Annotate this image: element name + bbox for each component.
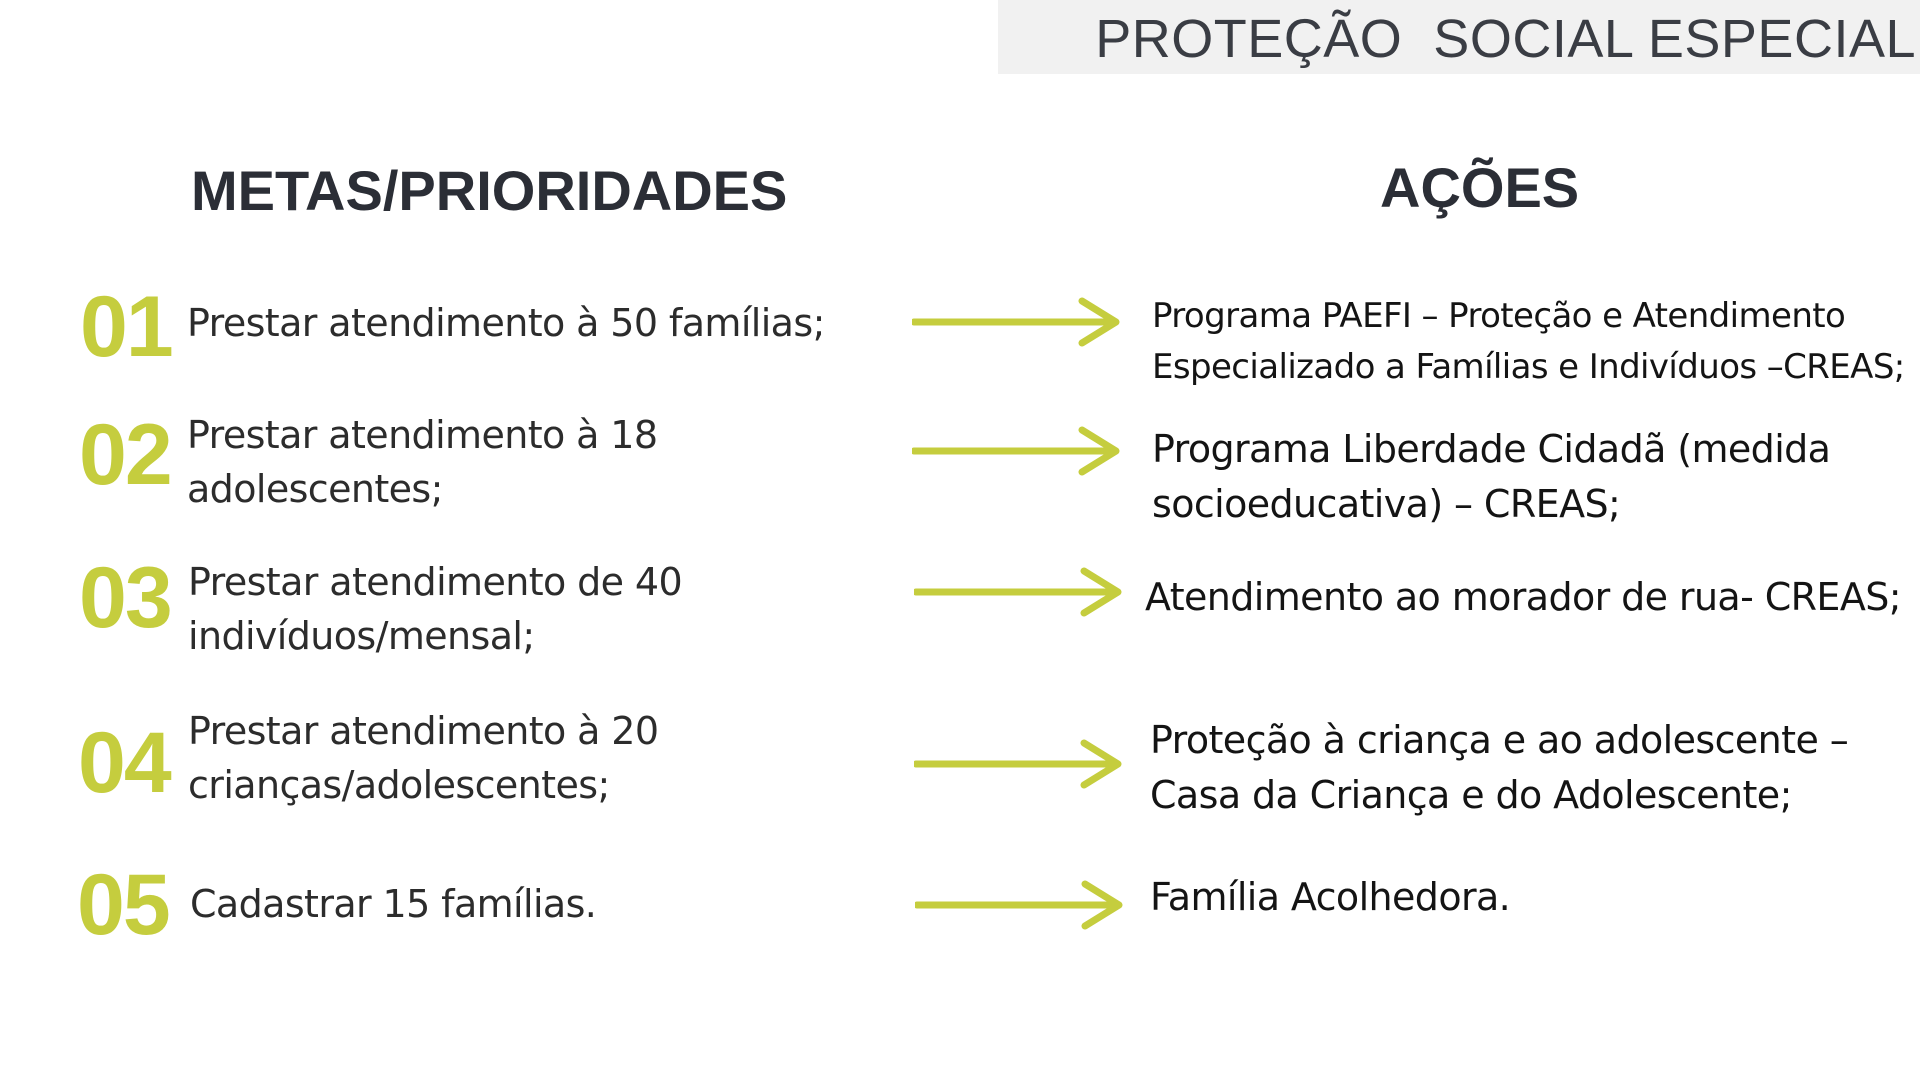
row-number: 02 [79,407,171,503]
action-text [1152,422,1830,532]
goal-line: Cadastrar 15 famílias. [190,882,597,926]
action-line: Programa PAEFI – Proteção e Atendimento [1152,296,1846,336]
goals-column-heading: METAS/PRIORIDADES [191,159,788,222]
goal-line: crianças/adolescentes; [188,762,610,807]
arrow-right-icon [915,880,1125,930]
goal-line: Prestar atendimento de 40 [188,560,683,604]
action-text [1145,570,1901,625]
action-line: Proteção à criança e ao adolescente – [1150,718,1849,762]
goal-text [188,556,682,664]
goal-text [187,409,657,517]
arrow-right-icon [914,739,1124,789]
arrow-right-icon [912,426,1122,476]
action-text [1150,870,1510,925]
goal-line: Prestar atendimento à 18 [187,413,658,457]
goal-line: indivíduos/mensal; [188,613,535,658]
page-title: PROTEÇÃO SOCIAL ESPECIAL [1095,9,1916,69]
action-text [1150,713,1848,823]
row-number: 03 [79,550,171,646]
action-line: Especializado a Famílias e Indivíduos –CREAS; [1152,347,1905,387]
action-text [1152,291,1905,393]
arrow-right-icon [914,567,1124,617]
goal-line: Prestar atendimento à 50 famílias; [187,301,825,345]
row-number: 05 [77,857,169,953]
action-line: Atendimento ao morador de rua- CREAS; [1145,575,1901,619]
goal-text [190,878,596,932]
actions-column-heading: AÇÕES [1380,156,1580,219]
action-line: socioeducativa) – CREAS; [1152,482,1621,527]
action-line: Casa da Criança e do Adolescente; [1150,773,1792,818]
goal-line: Prestar atendimento à 20 [188,709,659,753]
action-line: Programa Liberdade Cidadã (medida [1152,427,1831,471]
goal-text [187,297,825,351]
goal-line: adolescentes; [187,466,443,511]
arrow-right-icon [912,297,1122,347]
row-number: 01 [80,279,172,375]
row-number: 04 [78,715,170,811]
header-band [998,0,1920,74]
action-line: Família Acolhedora. [1150,875,1511,919]
goal-text [188,705,658,813]
